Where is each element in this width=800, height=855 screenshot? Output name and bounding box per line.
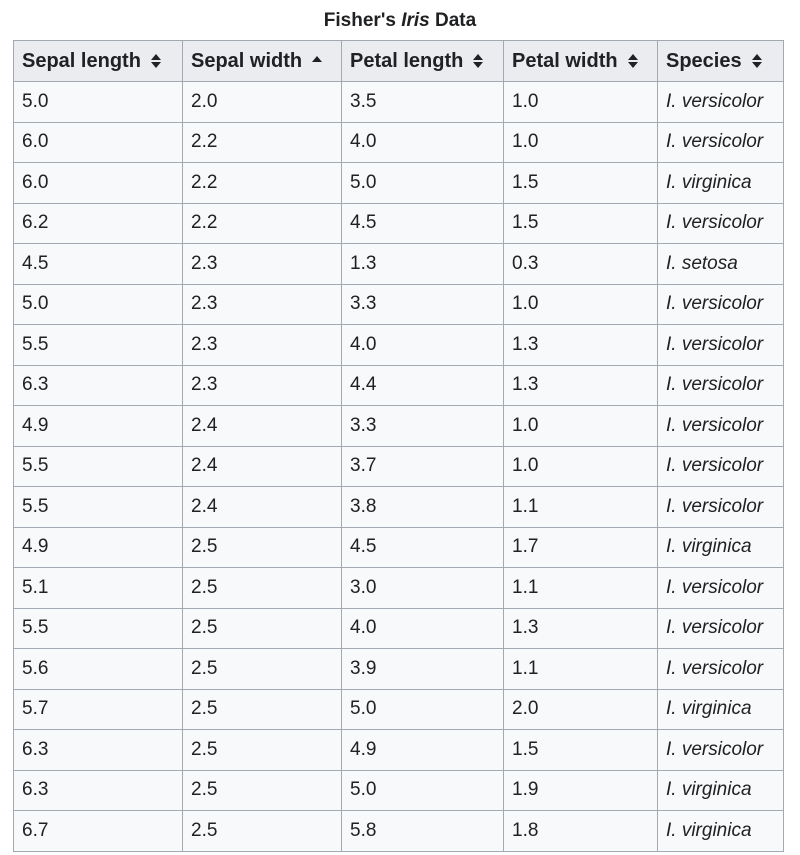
- cell-sepal-length: 5.0: [14, 284, 183, 325]
- cell-sepal-length: 6.7: [14, 811, 183, 852]
- column-header-label: Sepal length: [22, 49, 141, 72]
- cell-sepal-length: 6.3: [14, 770, 183, 811]
- column-header-label: Sepal width: [191, 49, 303, 72]
- table-row: [14, 446, 784, 487]
- cell-petal-width: 1.8: [504, 811, 658, 852]
- cell-petal-length: 3.7: [342, 446, 504, 487]
- cell-sepal-width: 2.5: [183, 770, 342, 811]
- table-row: [14, 122, 784, 163]
- sort-both-icon[interactable]: [473, 53, 483, 69]
- column-header-petal-width[interactable]: [504, 41, 658, 82]
- cell-sepal-length: 5.6: [14, 649, 183, 690]
- cell-sepal-width: 2.5: [183, 689, 342, 730]
- cell-sepal-length: 5.5: [14, 446, 183, 487]
- cell-petal-width: 1.9: [504, 770, 658, 811]
- cell-petal-length: 4.5: [342, 203, 504, 244]
- cell-sepal-length: 5.0: [14, 82, 183, 123]
- cell-sepal-width: 2.2: [183, 163, 342, 204]
- table-row: [14, 325, 784, 366]
- cell-species: I. virginica: [658, 689, 784, 730]
- table-row: [14, 163, 784, 204]
- cell-species: I. virginica: [658, 811, 784, 852]
- table-row: [14, 730, 784, 771]
- cell-species: I. setosa: [658, 244, 784, 285]
- cell-petal-width: 1.0: [504, 284, 658, 325]
- cell-sepal-length: 6.0: [14, 122, 183, 163]
- table-row: [14, 203, 784, 244]
- column-header-label: Petal length: [350, 49, 464, 72]
- cell-petal-length: 3.0: [342, 568, 504, 609]
- cell-species: I. versicolor: [658, 203, 784, 244]
- cell-sepal-width: 2.5: [183, 527, 342, 568]
- cell-sepal-length: 6.3: [14, 730, 183, 771]
- table-row: [14, 649, 784, 690]
- cell-species: I. versicolor: [658, 325, 784, 366]
- caption-italic: Iris: [401, 10, 430, 31]
- cell-petal-width: 1.3: [504, 325, 658, 366]
- cell-petal-width: 1.1: [504, 649, 658, 690]
- caption-prefix: Fisher's: [323, 10, 402, 31]
- cell-species: I. versicolor: [658, 122, 784, 163]
- column-header-species[interactable]: [658, 41, 784, 82]
- cell-species: I. virginica: [658, 527, 784, 568]
- cell-sepal-length: 4.9: [14, 406, 183, 447]
- table-row: [14, 770, 784, 811]
- cell-sepal-width: 2.5: [183, 649, 342, 690]
- sort-ascending-icon[interactable]: [312, 56, 322, 62]
- cell-petal-length: 4.0: [342, 122, 504, 163]
- cell-petal-length: 3.8: [342, 487, 504, 528]
- cell-sepal-width: 2.3: [183, 284, 342, 325]
- cell-sepal-width: 2.5: [183, 730, 342, 771]
- cell-sepal-width: 2.5: [183, 608, 342, 649]
- column-header-sepal-width[interactable]: [183, 41, 342, 82]
- cell-sepal-width: 2.4: [183, 446, 342, 487]
- column-header-label: Species: [666, 49, 742, 72]
- cell-petal-length: 4.5: [342, 527, 504, 568]
- table-row: [14, 487, 784, 528]
- cell-petal-length: 3.9: [342, 649, 504, 690]
- cell-sepal-width: 2.5: [183, 568, 342, 609]
- cell-species: I. virginica: [658, 163, 784, 204]
- cell-petal-length: 4.4: [342, 365, 504, 406]
- table-row: [14, 811, 784, 852]
- cell-species: I. versicolor: [658, 730, 784, 771]
- cell-sepal-length: 5.5: [14, 608, 183, 649]
- cell-sepal-length: 6.0: [14, 163, 183, 204]
- cell-sepal-width: 2.2: [183, 203, 342, 244]
- cell-petal-length: 5.8: [342, 811, 504, 852]
- cell-petal-width: 1.0: [504, 82, 658, 123]
- cell-species: I. versicolor: [658, 406, 784, 447]
- cell-petal-length: 5.0: [342, 770, 504, 811]
- table-row: [14, 689, 784, 730]
- cell-species: I. versicolor: [658, 649, 784, 690]
- cell-petal-width: 1.3: [504, 365, 658, 406]
- cell-sepal-width: 2.4: [183, 406, 342, 447]
- table-row: [14, 608, 784, 649]
- table-row: [14, 82, 784, 123]
- cell-species: I. versicolor: [658, 487, 784, 528]
- cell-petal-width: 1.0: [504, 122, 658, 163]
- table-row: [14, 406, 784, 447]
- cell-sepal-length: 6.3: [14, 365, 183, 406]
- sort-both-icon[interactable]: [628, 53, 638, 69]
- cell-sepal-length: 5.7: [14, 689, 183, 730]
- cell-petal-width: 1.0: [504, 446, 658, 487]
- column-header-petal-length[interactable]: [342, 41, 504, 82]
- caption-suffix: Data: [429, 10, 477, 31]
- cell-species: I. versicolor: [658, 568, 784, 609]
- cell-species: I. virginica: [658, 770, 784, 811]
- cell-sepal-length: 4.9: [14, 527, 183, 568]
- iris-data-table: [13, 40, 784, 852]
- cell-sepal-length: 5.5: [14, 325, 183, 366]
- table-row: [14, 568, 784, 609]
- cell-petal-length: 4.0: [342, 608, 504, 649]
- cell-sepal-length: 4.5: [14, 244, 183, 285]
- cell-petal-width: 1.5: [504, 730, 658, 771]
- sort-both-icon[interactable]: [151, 53, 161, 69]
- cell-petal-length: 4.0: [342, 325, 504, 366]
- column-header-sepal-length[interactable]: [14, 41, 183, 82]
- cell-petal-length: 3.3: [342, 406, 504, 447]
- cell-petal-width: 2.0: [504, 689, 658, 730]
- cell-petal-length: 5.0: [342, 689, 504, 730]
- table-row: [14, 244, 784, 285]
- table-row: [14, 527, 784, 568]
- cell-petal-length: 4.9: [342, 730, 504, 771]
- cell-sepal-length: 5.5: [14, 487, 183, 528]
- cell-sepal-width: 2.2: [183, 122, 342, 163]
- cell-species: I. versicolor: [658, 284, 784, 325]
- cell-sepal-width: 2.3: [183, 365, 342, 406]
- column-header-label: Petal width: [512, 49, 618, 72]
- cell-petal-width: 1.5: [504, 203, 658, 244]
- table-caption: [0, 8, 800, 34]
- cell-sepal-width: 2.5: [183, 811, 342, 852]
- cell-sepal-length: 5.1: [14, 568, 183, 609]
- cell-sepal-width: 2.4: [183, 487, 342, 528]
- cell-petal-length: 5.0: [342, 163, 504, 204]
- cell-sepal-width: 2.3: [183, 325, 342, 366]
- cell-sepal-width: 2.3: [183, 244, 342, 285]
- table-row: [14, 284, 784, 325]
- cell-species: I. versicolor: [658, 82, 784, 123]
- table-body: [14, 82, 784, 852]
- cell-petal-width: 1.1: [504, 487, 658, 528]
- cell-petal-length: 3.3: [342, 284, 504, 325]
- table-row: [14, 365, 784, 406]
- header-row: [14, 41, 784, 82]
- cell-petal-width: 1.3: [504, 608, 658, 649]
- cell-petal-width: 1.1: [504, 568, 658, 609]
- cell-species: I. versicolor: [658, 365, 784, 406]
- cell-species: I. versicolor: [658, 446, 784, 487]
- cell-petal-width: 1.0: [504, 406, 658, 447]
- cell-petal-length: 3.5: [342, 82, 504, 123]
- cell-petal-width: 1.7: [504, 527, 658, 568]
- cell-sepal-length: 6.2: [14, 203, 183, 244]
- cell-petal-width: 1.5: [504, 163, 658, 204]
- cell-petal-length: 1.3: [342, 244, 504, 285]
- cell-species: I. versicolor: [658, 608, 784, 649]
- cell-petal-width: 0.3: [504, 244, 658, 285]
- sort-both-icon[interactable]: [752, 53, 762, 69]
- cell-sepal-width: 2.0: [183, 82, 342, 123]
